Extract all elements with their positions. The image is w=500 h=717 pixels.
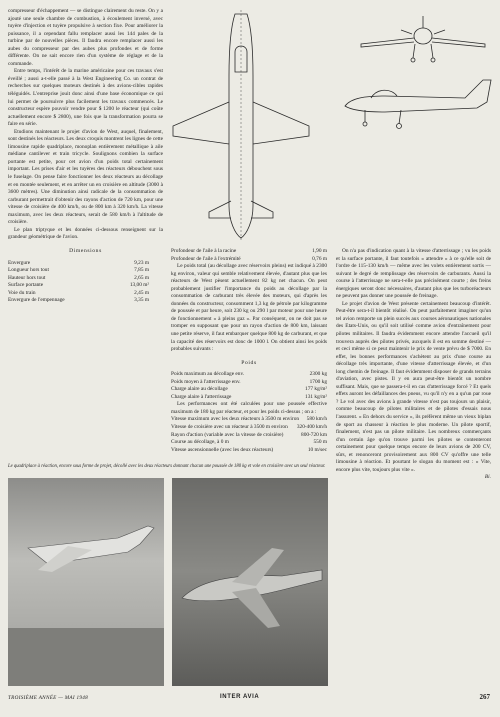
text-column-2 (171, 248, 327, 454)
spec-row (171, 416, 327, 424)
spec-value: 131 kg/m² (305, 393, 327, 400)
spec-value: 320-400 km/h (296, 424, 327, 431)
dimension-row (8, 297, 163, 305)
spec-label: Profondeur de l'aile à la racine (171, 248, 237, 254)
spec-row (171, 256, 327, 264)
plan-view-drawing (173, 10, 309, 242)
spec-value: 177 kg/m² (305, 386, 327, 393)
dimension-value: 2,65 m (134, 274, 149, 281)
issue-label: TROISIÈME ANNÉE — MAI 1948 (8, 695, 89, 701)
paragraph: Le poids total (au décollage avec réservoirs pleins) est indiqué à 2300 kg environ, valeur qui semble relativement élevée, d'autant plus que les réacteurs de West pèsent actuellement 82 kg net chacun. On peut probablement justifier l'importance du poids au décollage par la consommation de carburant très élevée des moteurs, qui d'après les données du constructeur, consomment 1,3 kg de pétrole par kilogramme de poussée et par heure, soit 230 kg ou 290 l par moteur pour une heure de fonctionnement « à pleins gaz ». Par conséquent, on ne doit pas se tromper en supposant que pour un rayon d'action de 800 km, laissant une petite réserve, il faut embarquer quelque 800 kg de carburant, et que la capacité des réservoirs est donc de 1000 l. On obtient ainsi les poids probables suivants : (171, 263, 327, 353)
spec-row (171, 447, 327, 455)
spec-value: 1700 kg (309, 378, 327, 385)
spec-value: 1,90 m (312, 248, 327, 254)
dimension-row (8, 282, 163, 290)
figure-caption: Le quadriplace à réaction, encore sous forme de projet, décollé avec les deux réacteurs donnant chacun une poussée de 180 kg et vole en croisière avec un seul réacteur. (8, 464, 326, 469)
aircraft-photo-right (172, 478, 328, 686)
paragraph: compresseur d'échappement — se distingue clairement du reste. On y a ajouté une seule chambre de combustion, à écoulement inversé, avec tuyère d'injection et tuyère propulsive à section fixe. Pour améliorer la puissance, il a cependant fallu remplacer aussi les 144 pales de la turbine par de nouvelles pièces. Il faudra encore remplacer aussi les aubes du compresseur par des aubes plus profondes et de forme différente. On ne sait encore rien d'un système de réglage et de la commande. (8, 8, 163, 67)
dimension-row (8, 275, 163, 283)
paragraph: Etudions maintenant le projet d'avion de West, auquel, finalement, sont destinés les réacteurs. Les deux croquis montrent les lignes de cette limousine rapide quadriplace, monoplan entièrement métallique à aile médiane cantilever et train tricycle. Soulignons combien la surface portante est petite, pour cet avion d'un poids total certainement important. Les prises d'air et les tuyères des réacteurs débouchent sous le fuselage. On pense faire fonctionner les deux réacteurs au décollage et en montée seulement, et en arrêter un en croisière en altitude (3000 à 3600 mètres). Une diminution ainsi radicale de la consommation de carburant permettrait d'obtenir des rayons d'action de 720 km, pour une vitesse de croisière de 400 km/h, ou de 800 km à 320 km/h. La vitesse maximum, avec les deux réacteurs, serait de 580 km/h à l'altitude de croisière. (8, 128, 163, 226)
aircraft-silhouette-left (8, 478, 164, 686)
spec-label: Rayon d'action (variable avec la vitesse de croisière) (171, 431, 284, 438)
dimension-value: 7,85 m (134, 267, 149, 274)
dimension-label: Longueur hors tout (8, 267, 49, 274)
spec-value: 2300 kg (309, 371, 327, 378)
paragraph: Le plan triptyque et les données ci-dessous renseignent sur la grandeur géométrique de l'avion. (8, 226, 163, 241)
side-view-drawing (345, 80, 491, 129)
spec-label: Course au décollage, à 0 m (171, 439, 229, 446)
spec-row (171, 379, 327, 387)
dimension-label: Envergure de l'empennage (8, 297, 65, 304)
spec-row (171, 439, 327, 447)
spec-label: Poids moyen à l'atterrissage env. (171, 378, 241, 385)
dimension-value: 13,00 m² (129, 282, 149, 289)
spec-row (171, 248, 327, 256)
aircraft-photo-left (8, 478, 164, 686)
spec-label: Vitesse ascensionnelle (avec les deux réacteurs) (171, 446, 274, 453)
author-signature: Bi. (484, 474, 491, 481)
three-view-drawing (165, 6, 497, 246)
spec-label: Poids maximum au décollage env. (171, 371, 245, 378)
dimension-label: Voie du train (8, 289, 36, 296)
dimension-label: Surface portante (8, 282, 44, 289)
weights-heading: Poids (241, 359, 257, 366)
spec-label: Vitesse maximum avec les deux réacteurs à 3500 m environ (171, 416, 300, 423)
spec-row (171, 432, 327, 440)
dimension-value: 9,23 m (134, 259, 149, 266)
front-view-drawing (361, 16, 485, 62)
spec-row (171, 424, 327, 432)
text-column-1 (8, 8, 163, 305)
text-column-3 (336, 248, 491, 482)
paragraph: On n'a pas d'indication quant à la vitesse d'atterrissage ; vu les poids et la surface portante, il faut toutefois « attendre » à ce qu'elle soit de l'ordre de 115-130 km/h — même avec les volets entièrement sortis — suivant le degré de remplissage des réservoirs de carburants. Aussi la course à l'atterrissage ne sera-t-elle pas précisément courte ; des freins énergiques seront donc nécessaires, d'autant plus que les turboréacteurs ne peuvent pas donner une poussée de freinage. (336, 248, 491, 300)
spec-row (171, 386, 327, 394)
spec-label: Vitesse de croisière avec un réacteur à 3500 m environ (171, 424, 288, 431)
paragraph: Les performances ont été calculées pour une poussée effective maximum de 180 kg par réacteur, et pour les poids ci-dessus ; on a : (171, 401, 327, 415)
dimension-row (8, 260, 163, 268)
dimensions-table (8, 260, 163, 305)
spec-label: Charge alaire au décollage (171, 386, 228, 393)
spec-value: 0,76 m (312, 255, 327, 262)
dimension-value: 2,45 m (134, 289, 149, 296)
spec-value: 10 m/sec (307, 446, 327, 453)
magazine-logo: INTER AVIA (220, 694, 260, 700)
dimension-value: 3,35 m (134, 297, 149, 304)
aircraft-silhouette-right (172, 478, 328, 686)
spec-value: 550 m (313, 439, 327, 446)
dimension-label: Hauteur hors tout (8, 274, 46, 281)
dimension-row (8, 267, 163, 275)
spec-row (171, 371, 327, 379)
spec-value: 580 km/h (306, 416, 327, 423)
page-footer (8, 693, 490, 705)
dimensions-heading: Dimensions (69, 247, 102, 254)
page-number: 267 (479, 693, 490, 701)
paragraph: Le projet d'avion de West présente certainement beaucoup d'intérêt. Peut-être sera-t-il bientôt réalisé. On peut parfaitement imaginer qu'un tel avion remporte un plein succès aux courses aéronautiques nationales des Etats-Unis, ou qu'il soit utilisé comme avion d'entraînement pour pilotes militaires. Il faudra évidemment encore attendre l'accueil qu'il trouvera auprès des pilotes privés, auxquels il est en somme destiné — et ceci même si ce peut maintenir le prix de vente prévu de $ 7000. En effet, les bonnes performances s'achètent au prix d'une course au décollage très importante, d'une vitesse d'atterrissage élevée, et d'un long chemin de freinage. Il faut évidemment disposer de grands terrains d'aviation, avec pistes. Il y en aura peut-être bientôt un nombre suffisant. Mais, que se passera-t-il en cas d'atterrissage forcé ? Et quels effets auront les défaillances des pneus, vu qu'il n'y en a qu'un par roue ? Le vol avec des avions à grande vitesse n'est pas toujours un plaisir, comme beaucoup de pilotes militaires et de pilotes d'essais nous l'assurent. « En dehors du service », ils préfèrent même un vieux biplan de sport au chasseur à réaction le plus moderne. Un pilote sportif, finalement, n'est pas un pilote militaire. Les nombreux commerçants d'un certain âge qu'on trouve parmi les pilotes se contenteront certainement pour quelque temps encore de leurs avions de 200 CV, sûrs, et renonceront provisoirement aux 800 CV qu'offre une telle limousine à réaction. Et pourtant le slogan du moment est : « Vite, encore plus vite, toujours plus vite ». (336, 300, 491, 473)
dimension-row (8, 290, 163, 298)
spec-value: 800-720 km (301, 431, 327, 438)
spec-label: Profondeur de l'aile à l'extrémité (171, 255, 241, 262)
paragraph: Entre temps, l'intérêt de la marine américaine pour ces travaux s'est éveillé ; aussi a-t-elle passé à la West Engineering Co. un contrat de recherches sur quelques moteurs destinés à des avions-cibles rapides téléguidés. L'entreprise jouit donc ainsi d'une base économique ce qui lui permet de poursuivre plus facilement les travaux commencés. Le constructeur espère pouvoir vendre pour $ 1200 le réacteur (qui coûte actuellement encore $ 2800), une fois que la transformation pourra se faire en série. (8, 68, 163, 128)
spec-label: Charge alaire à l'atterrissage (171, 393, 232, 400)
dimension-label: Envergure (8, 259, 31, 266)
